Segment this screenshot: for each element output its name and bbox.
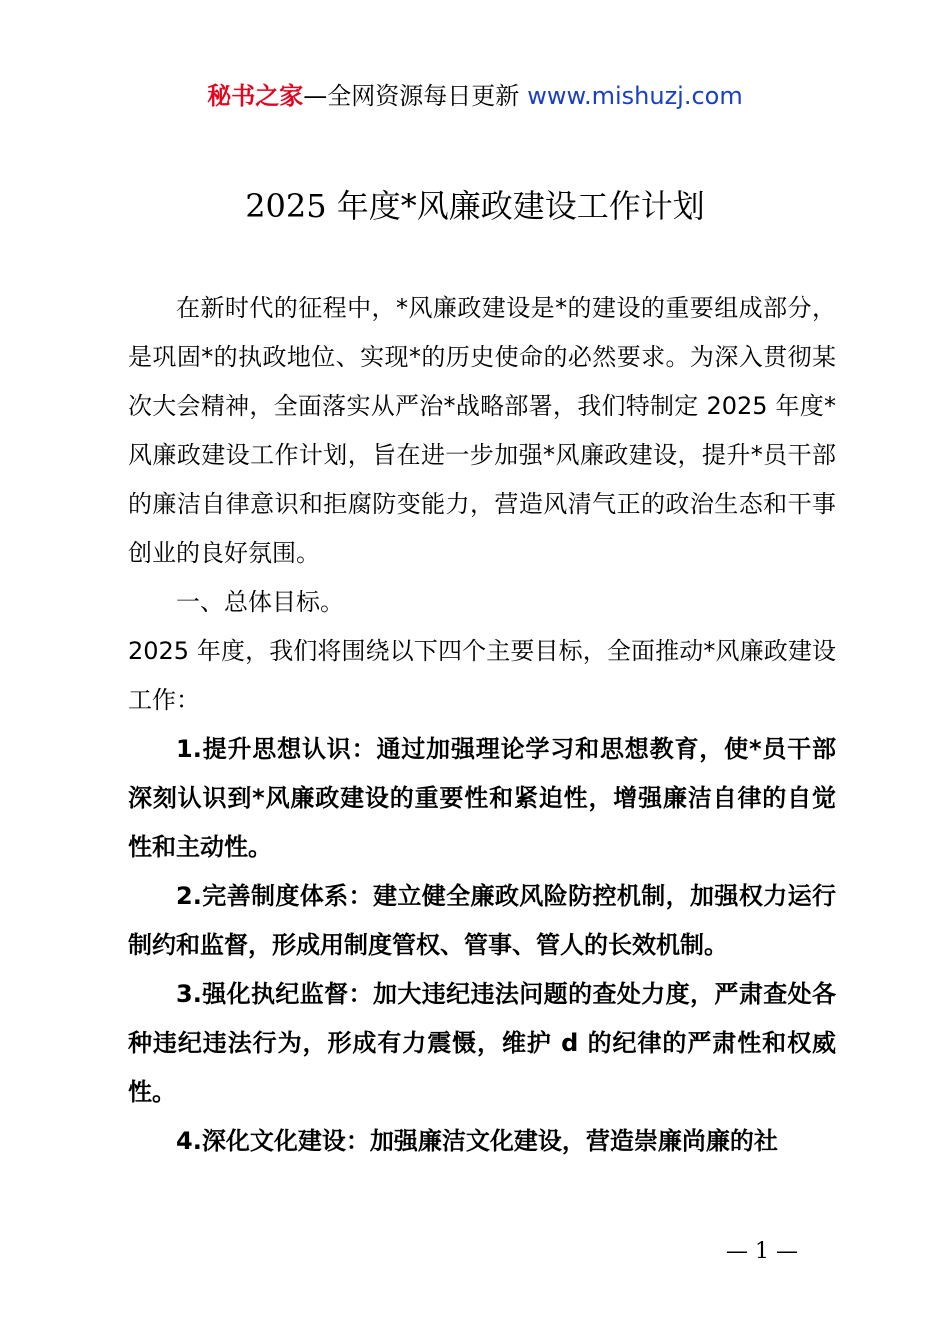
document-body xyxy=(128,284,836,1166)
document-title: 2025 年度*风廉政建设工作计划 xyxy=(245,187,705,225)
brand-name: 秘书之家 xyxy=(207,82,304,110)
page-number: — 1 — xyxy=(726,1239,798,1264)
goal-item-2: 2.完善制度体系：建立健全廉政风险防控机制，加强权力运行制约和监督，形成用制度管权、管事、管人的长效机制。 xyxy=(128,882,836,959)
goals-intro: 2025 年度，我们将围绕以下四个主要目标，全面推动*风廉政建设工作： xyxy=(128,637,836,714)
site-url-link[interactable]: www.mishuzj.com xyxy=(527,82,743,110)
site-header xyxy=(0,78,950,114)
goal-item-1: 1.提升思想认识：通过加强理论学习和思想教育，使*员干部深刻认识到*风廉政建设的重要性和紧迫性，增强廉洁自律的自觉性和主动性。 xyxy=(128,735,836,861)
goal-item-3: 3.强化执纪监督：加大违纪违法问题的查处力度，严肃查处各种违纪违法行为，形成有力震慑，维护 d 的纪律的严肃性和权威性。 xyxy=(128,980,836,1106)
section-heading: 一、总体目标。 xyxy=(176,588,344,616)
intro-paragraph: 在新时代的征程中，*风廉政建设是*的建设的重要组成部分，是巩固*的执政地位、实现*的历史使命的必然要求。为深入贯彻某次大会精神，全面落实从严治*战略部署，我们特制定 2025 年度*风廉政建设工作计划，旨在进一步加强*风廉政建设，提升*员干部的廉洁自律意识和拒腐防变能力，营造风清气正的政治生态和干事创业的良好氛围。 xyxy=(128,294,836,567)
goal-item-4: 4.深化文化建设：加强廉洁文化建设，营造崇廉尚廉的社 xyxy=(176,1127,778,1155)
header-tagline: 全网资源每日更新 xyxy=(327,82,520,110)
header-dash: — xyxy=(303,82,328,110)
